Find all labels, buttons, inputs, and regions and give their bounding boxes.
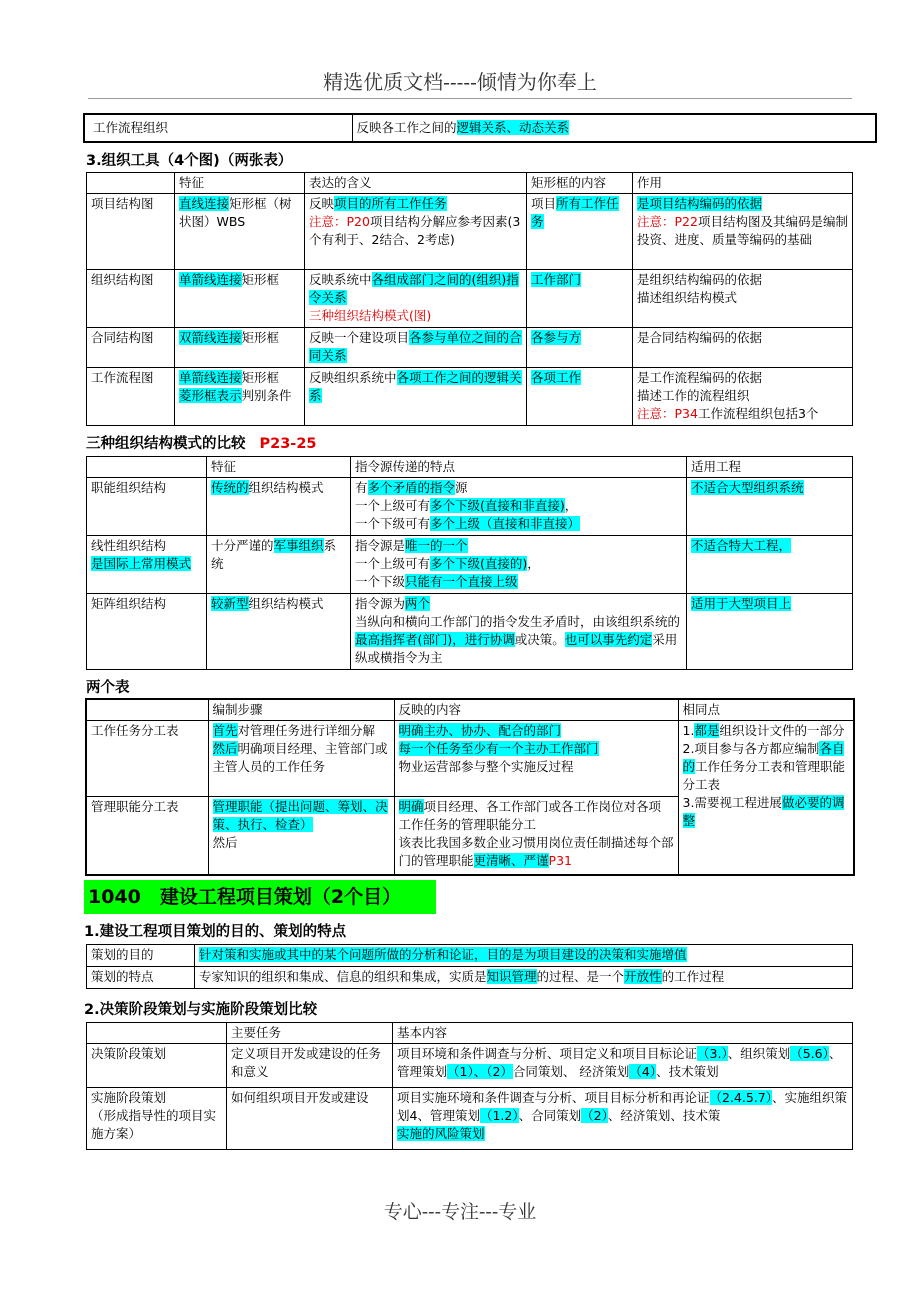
table-cell: 是合同结构编码的依据: [633, 328, 853, 368]
table-header: [86, 699, 208, 721]
row-label: 工作流程图: [87, 368, 175, 426]
org-modes-table: [86, 456, 853, 670]
table-row: [87, 594, 853, 670]
row-label: 线性组织结构 是国际上常用模式: [87, 536, 207, 594]
row-label: 管理职能分工表: [86, 797, 208, 875]
table-cell: 如何组织项目开发或建设: [227, 1088, 393, 1150]
table-cell: 工作流程组织: [84, 114, 352, 142]
row-label: 合同结构图: [87, 328, 175, 368]
table-cell: 反映一个建设项目各参与单位之间的合同关系: [305, 328, 527, 368]
table-cell: 双箭线连接矩形框: [175, 328, 305, 368]
table-header: [87, 457, 207, 478]
section-heading: 三种组织结构模式的比较 P23-25: [86, 436, 317, 452]
common-points-cell: 1.都是组织设计文件的一部分 2.项目参与各方都应编制各自的工作任务分工表和管理职能分工表 3.需要视工程进展做必要的调整: [678, 721, 854, 875]
row-label: 矩阵组织结构: [87, 594, 207, 670]
table-row: [87, 967, 853, 989]
table-cell: 是组织结构编码的依据 描述组织结构模式: [633, 270, 853, 328]
table-cell: 各项工作: [527, 368, 633, 426]
table-header: 主要任务: [227, 1023, 393, 1044]
table-header: [87, 173, 175, 194]
table-row: [87, 270, 853, 328]
table-cell: 反映系统中各组成部门之间的(组织)指令关系 三种组织结构模式(图): [305, 270, 527, 328]
table-header: [87, 1023, 227, 1044]
planning-stages-table: [86, 1022, 853, 1150]
table-row: [87, 1044, 853, 1088]
table-row: [86, 721, 854, 797]
page-reference: P23-25: [259, 436, 317, 452]
page-footer: 专心---专注---专业: [383, 1201, 537, 1223]
workflow-org-table: [83, 113, 877, 143]
table-cell: 明确主办、协办、配合的部门 每一个任务至少有一个主办工作部门 物业运营部参与整个实施反过程: [394, 721, 678, 797]
row-label: 组织结构图: [87, 270, 175, 328]
table-cell: 直线连接矩形框（树状图）WBS: [175, 194, 305, 270]
section-heading: 3.组织工具（4个图)（两张表）: [86, 153, 293, 169]
org-tools-table: [86, 172, 853, 426]
row-label: 项目结构图: [87, 194, 175, 270]
table-header: 特征: [207, 457, 351, 478]
table-cell: 单箭线连接矩形框: [175, 270, 305, 328]
table-cell: 指令源是唯一的一个 一个上级可有多个下级(直接的)， 一个下级只能有一个直接上级: [351, 536, 687, 594]
row-label: 策划的特点: [87, 967, 195, 989]
table-cell: 工作部门: [527, 270, 633, 328]
table-header: 反映的内容: [394, 699, 678, 721]
table-cell: 十分严谨的军事组织系统: [207, 536, 351, 594]
two-tables-table: [85, 698, 855, 876]
section-heading: 2.决策阶段策划与实施阶段策划比较: [84, 1002, 318, 1018]
table-row: [87, 328, 853, 368]
table-header: 基本内容: [393, 1023, 853, 1044]
planning-purpose-table: [86, 944, 853, 989]
header-divider: [88, 98, 852, 99]
table-header: 矩形框的内容: [527, 173, 633, 194]
table-header: 表达的含义: [305, 173, 527, 194]
table-header: 特征: [175, 173, 305, 194]
table-header: 作用: [633, 173, 853, 194]
table-cell: 指令源为两个 当纵向和横向工作部门的指令发生矛盾时，由该组织系统的最高指挥者(部门)，进行协调或决策。也可以事先约定采用纵或横指令为主: [351, 594, 687, 670]
row-label: 决策阶段策划: [87, 1044, 227, 1088]
table-cell: 专家知识的组织和集成、信息的组织和集成，实质是知识管理的过程、是一个开放性的工作过程: [195, 967, 853, 989]
table-cell: 较新型组织结构模式: [207, 594, 351, 670]
row-label: 实施阶段策划 （形成指导性的项目实施方案）: [87, 1088, 227, 1150]
row-label: 工作任务分工表: [86, 721, 208, 797]
table-cell: 项目实施环境和条件调查与分析、项目目标分析和再论证（2.4.5.7）、实施组织策划4、管理策划（1.2）、合同策划（2）、经济策划、技术策 实施的风险策划: [393, 1088, 853, 1150]
table-cell: 传统的组织结构模式: [207, 478, 351, 536]
table-cell: 首先对管理任务进行详细分解 然后明确项目经理、主管部门或主管人员的工作任务: [208, 721, 394, 797]
table-cell: 反映组织系统中各项工作之间的逻辑关系: [305, 368, 527, 426]
table-row: [87, 536, 853, 594]
table-cell: 针对策和实施或其中的某个问题所做的分析和论证，目的是为项目建设的决策和实施增值: [195, 945, 853, 967]
chapter-title: 1040 建设工程项目策划（2个目）: [84, 880, 436, 914]
table-cell: 明确项目经理、各工作部门或各工作岗位对各项工作任务的管理职能分工 该表比我国多数企业习惯用岗位责任制描述每个部门的管理职能更清晰、严谨P31: [394, 797, 678, 875]
table-cell: 是项目结构编码的依据 注意：P22项目结构图及其编码是编制投资、进度、质量等编码的基础: [633, 194, 853, 270]
table-header: 相同点: [678, 699, 854, 721]
table-header: 适用工程: [687, 457, 853, 478]
table-header: 编制步骤: [208, 699, 394, 721]
table-cell: 不适合特大工程，: [687, 536, 853, 594]
table-cell: 项目所有工作任务: [527, 194, 633, 270]
table-cell: 项目环境和条件调查与分析、项目定义和项目目标论证（3.）、组织策划（5.6）、管理策划（1）、（2）合同策划、 经济策划（4）、技术策划: [393, 1044, 853, 1088]
section-heading: 1.建设工程项目策划的目的、策划的特点: [84, 924, 347, 940]
table-cell: 单箭线连接矩形框 菱形框表示判别条件: [175, 368, 305, 426]
table-cell: 反映各工作之间的逻辑关系、动态关系: [352, 114, 876, 142]
table-row: [87, 478, 853, 536]
table-row: [87, 945, 853, 967]
table-cell: 定义项目开发或建设的任务和意义: [227, 1044, 393, 1088]
section-heading: 两个表: [86, 680, 130, 696]
table-cell: 不适合大型组织系统: [687, 478, 853, 536]
table-cell: 管理职能（提出问题、筹划、决策、执行、检查） 然后: [208, 797, 394, 875]
table-cell: 各参与方: [527, 328, 633, 368]
table-header: 指令源传递的特点: [351, 457, 687, 478]
table-cell: 反映项目的所有工作任务 注意：P20项目结构分解应参考因素(3个有利于、2结合、2考虑): [305, 194, 527, 270]
page-header: 精选优质文档-----倾情为你奉上: [323, 70, 597, 94]
table-row: [87, 368, 853, 426]
row-label: 策划的目的: [87, 945, 195, 967]
table-cell: 有多个矛盾的指令源 一个上级可有多个下级(直接和非直接)， 一个下级可有多个上级（直接和非直接）: [351, 478, 687, 536]
table-row: [87, 194, 853, 270]
table-row: [87, 1088, 853, 1150]
row-label: 职能组织结构: [87, 478, 207, 536]
table-cell: 是工作流程编码的依据 描述工作的流程组织 注意：P34工作流程组织包括3个: [633, 368, 853, 426]
table-cell: 适用于大型项目上: [687, 594, 853, 670]
